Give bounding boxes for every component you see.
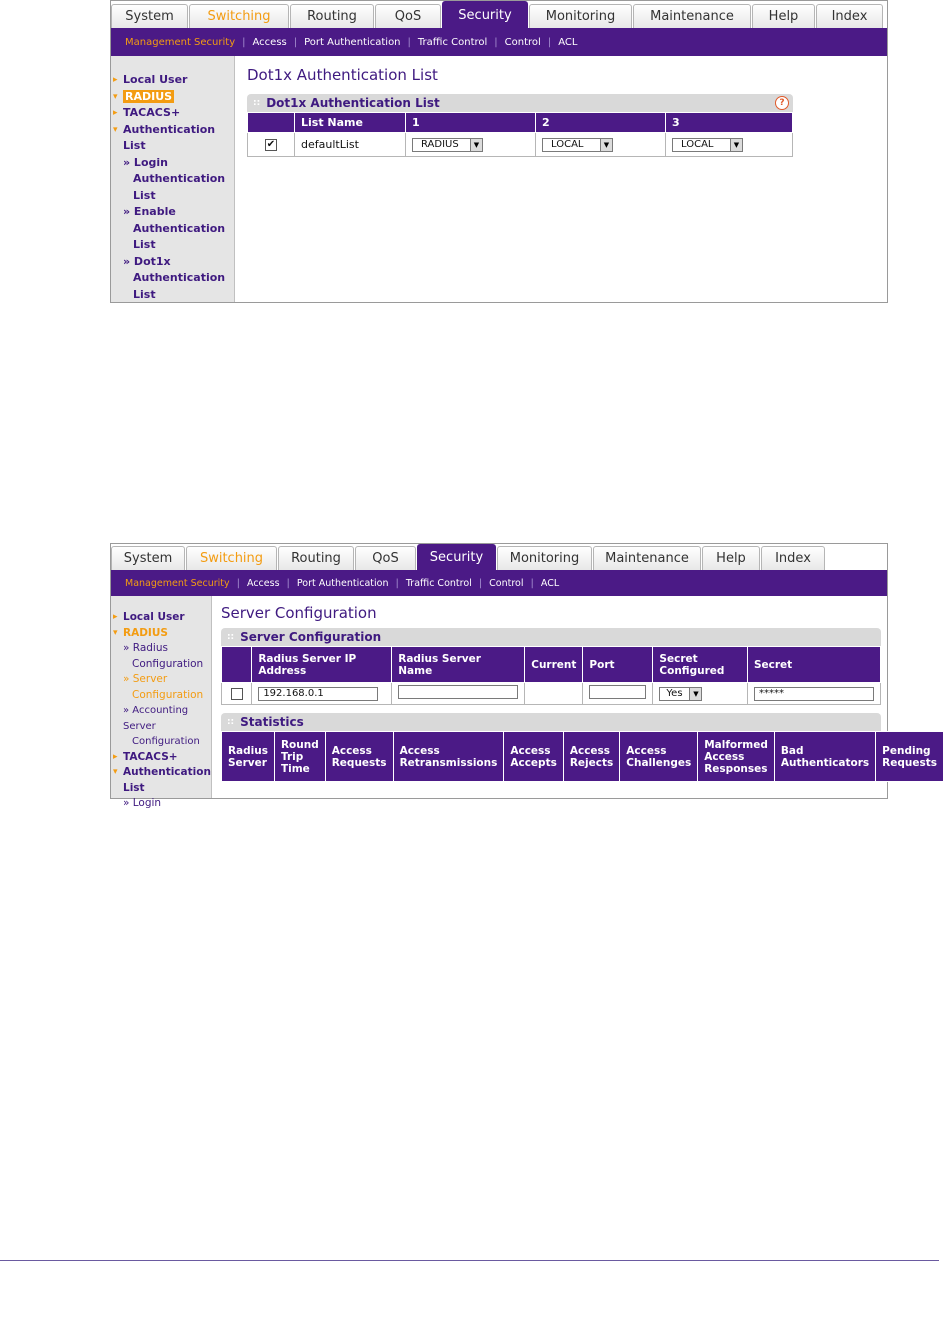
method-2-select[interactable]: LOCAL ▼ — [542, 138, 613, 152]
sidebar-item-local-user[interactable]: ▸ Local User — [113, 611, 185, 623]
subnav-port-authentication[interactable]: Port Authentication — [304, 36, 401, 48]
subnav-acl[interactable]: ACL — [540, 577, 560, 589]
sidebar — [111, 56, 235, 302]
tab-maintenance[interactable]: Maintenance — [633, 4, 751, 28]
sidebar-item-tacacs[interactable]: ▸ TACACS+ — [113, 106, 181, 119]
port-input[interactable] — [589, 685, 646, 699]
tab-maintenance[interactable]: Maintenance — [593, 546, 701, 570]
subnav-traffic-control[interactable]: Traffic Control — [405, 577, 472, 589]
sidebar-item-radius[interactable]: ▾ RADIUS — [113, 626, 168, 639]
tab-monitoring[interactable]: Monitoring — [529, 4, 632, 28]
current-cell — [525, 683, 583, 705]
tab-monitoring[interactable]: Monitoring — [497, 546, 592, 570]
row-checkbox[interactable] — [231, 688, 243, 700]
dot1x-screenshot — [110, 0, 888, 303]
secret-configured-select[interactable]: Yes ▼ — [659, 687, 702, 701]
col-malformed-access-responses: Malformed Access Responses — [698, 732, 775, 782]
sidebar-item-login-auth-list[interactable]: » Login Authentication List — [123, 155, 226, 202]
tab-qos[interactable]: QoS — [355, 546, 416, 570]
tab-routing[interactable]: Routing — [290, 4, 374, 28]
sidebar-item-enable-auth-list[interactable]: » Enable Authentication List — [123, 205, 226, 251]
subnav-control[interactable]: Control — [489, 577, 524, 589]
sub-navigation: Management Security | Access | Port Authentication | Traffic Control | Control | ACL — [111, 28, 887, 56]
list-name-cell: defaultList — [295, 133, 406, 157]
col-secret-configured: Secret Configured — [653, 647, 748, 683]
tab-help[interactable]: Help — [752, 4, 815, 28]
col-current: Current — [525, 647, 583, 683]
sidebar — [111, 596, 212, 809]
secret-input[interactable]: ***** — [754, 687, 874, 701]
sidebar-item-authentication-list[interactable]: ▾ Authentication List — [113, 766, 211, 794]
tab-index[interactable]: Index — [761, 546, 825, 570]
sidebar-item-server-configuration[interactable]: » Server Configuration — [123, 673, 204, 701]
statistics-header: :: Statistics — [221, 713, 881, 731]
tab-index[interactable]: Index — [816, 4, 883, 28]
col-secret: Secret — [747, 647, 880, 683]
sidebar-item-accounting-server-configuration[interactable]: » Accounting Server Configuration — [123, 705, 200, 747]
subnav-management-security[interactable]: Management Security — [125, 36, 236, 48]
footer-divider — [0, 1260, 939, 1261]
page-title: Server Configuration — [220, 604, 377, 622]
col-list-name: List Name — [295, 113, 406, 133]
tab-switching[interactable]: Switching — [189, 4, 289, 28]
sub-navigation: Management Security | Access | Port Authentication | Traffic Control | Control | ACL — [111, 570, 887, 596]
sidebar-item-local-user[interactable]: ▸ Local User — [113, 73, 188, 86]
dot1x-auth-table — [247, 112, 793, 157]
col-access-requests: Access Requests — [325, 732, 393, 782]
sidebar-item-radius-configuration[interactable]: » Radius Configuration — [123, 642, 204, 670]
tab-switching[interactable]: Switching — [186, 546, 277, 570]
table-row — [248, 133, 793, 157]
sidebar-item-radius[interactable]: ▾ RADIUS — [113, 89, 173, 103]
table-row — [221, 683, 880, 705]
main-content — [235, 56, 887, 302]
method-1-select[interactable]: RADIUS ▼ — [412, 138, 483, 152]
subnav-control[interactable]: Control — [504, 36, 541, 48]
tab-system[interactable]: System — [111, 4, 188, 28]
statistics-table — [221, 731, 944, 782]
page-title: Dot1x Authentication List — [247, 66, 438, 84]
subnav-access[interactable]: Access — [247, 577, 280, 589]
subnav-access[interactable]: Access — [252, 36, 287, 48]
col-pending-requests: Pending Requests — [876, 732, 944, 782]
sidebar-item-dot1x-auth-list[interactable]: » Dot1x Authentication List — [123, 254, 226, 301]
top-tabs — [111, 1, 887, 28]
col-radius-server-name: Radius Server Name — [392, 647, 525, 683]
radius-server-ip-input[interactable]: 192.168.0.1 — [258, 687, 378, 701]
sidebar-item-tacacs[interactable]: ▸ TACACS+ — [113, 750, 178, 763]
row-checkbox[interactable]: ✔ — [266, 139, 276, 150]
section-header: :: Server Configuration — [221, 628, 881, 646]
subnav-acl[interactable]: ACL — [558, 36, 578, 48]
sidebar-item-login[interactable]: » Login — [123, 797, 162, 809]
col-method-2: 2 — [536, 113, 666, 133]
col-radius-server: Radius Server — [221, 732, 274, 782]
main-content — [212, 596, 944, 798]
col-round-trip-time: Round Trip Time — [274, 732, 325, 782]
col-access-retransmissions: Access Retransmissions — [393, 732, 504, 782]
tab-help[interactable]: Help — [702, 546, 760, 570]
tab-security[interactable]: Security — [442, 1, 528, 28]
col-method-1: 1 — [406, 113, 536, 133]
tab-security[interactable]: Security — [417, 544, 496, 570]
top-tabs — [111, 544, 887, 570]
col-access-accepts: Access Accepts — [504, 732, 563, 782]
tab-system[interactable]: System — [111, 546, 185, 570]
col-radius-server-ip: Radius Server IP Address — [252, 647, 392, 683]
help-icon[interactable]: ? — [775, 96, 789, 110]
server-config-screenshot — [110, 543, 938, 809]
subnav-port-authentication[interactable]: Port Authentication — [296, 577, 389, 589]
subnav-management-security[interactable]: Management Security — [125, 577, 230, 589]
tab-routing[interactable]: Routing — [278, 546, 354, 570]
tab-qos[interactable]: QoS — [375, 4, 441, 28]
col-bad-authenticators: Bad Authenticators — [774, 732, 875, 782]
radius-server-name-input[interactable] — [398, 685, 518, 699]
col-access-rejects: Access Rejects — [563, 732, 619, 782]
subnav-traffic-control[interactable]: Traffic Control — [417, 36, 488, 48]
col-port: Port — [583, 647, 653, 683]
sidebar-item-authentication-list[interactable]: ▾ Authentication List — [113, 122, 216, 152]
section-header: :: Dot1x Authentication List ? — [247, 94, 793, 112]
col-access-challenges: Access Challenges — [620, 732, 698, 782]
method-3-select[interactable]: LOCAL ▼ — [672, 138, 743, 152]
col-method-3: 3 — [666, 113, 793, 133]
server-config-table — [221, 646, 881, 705]
